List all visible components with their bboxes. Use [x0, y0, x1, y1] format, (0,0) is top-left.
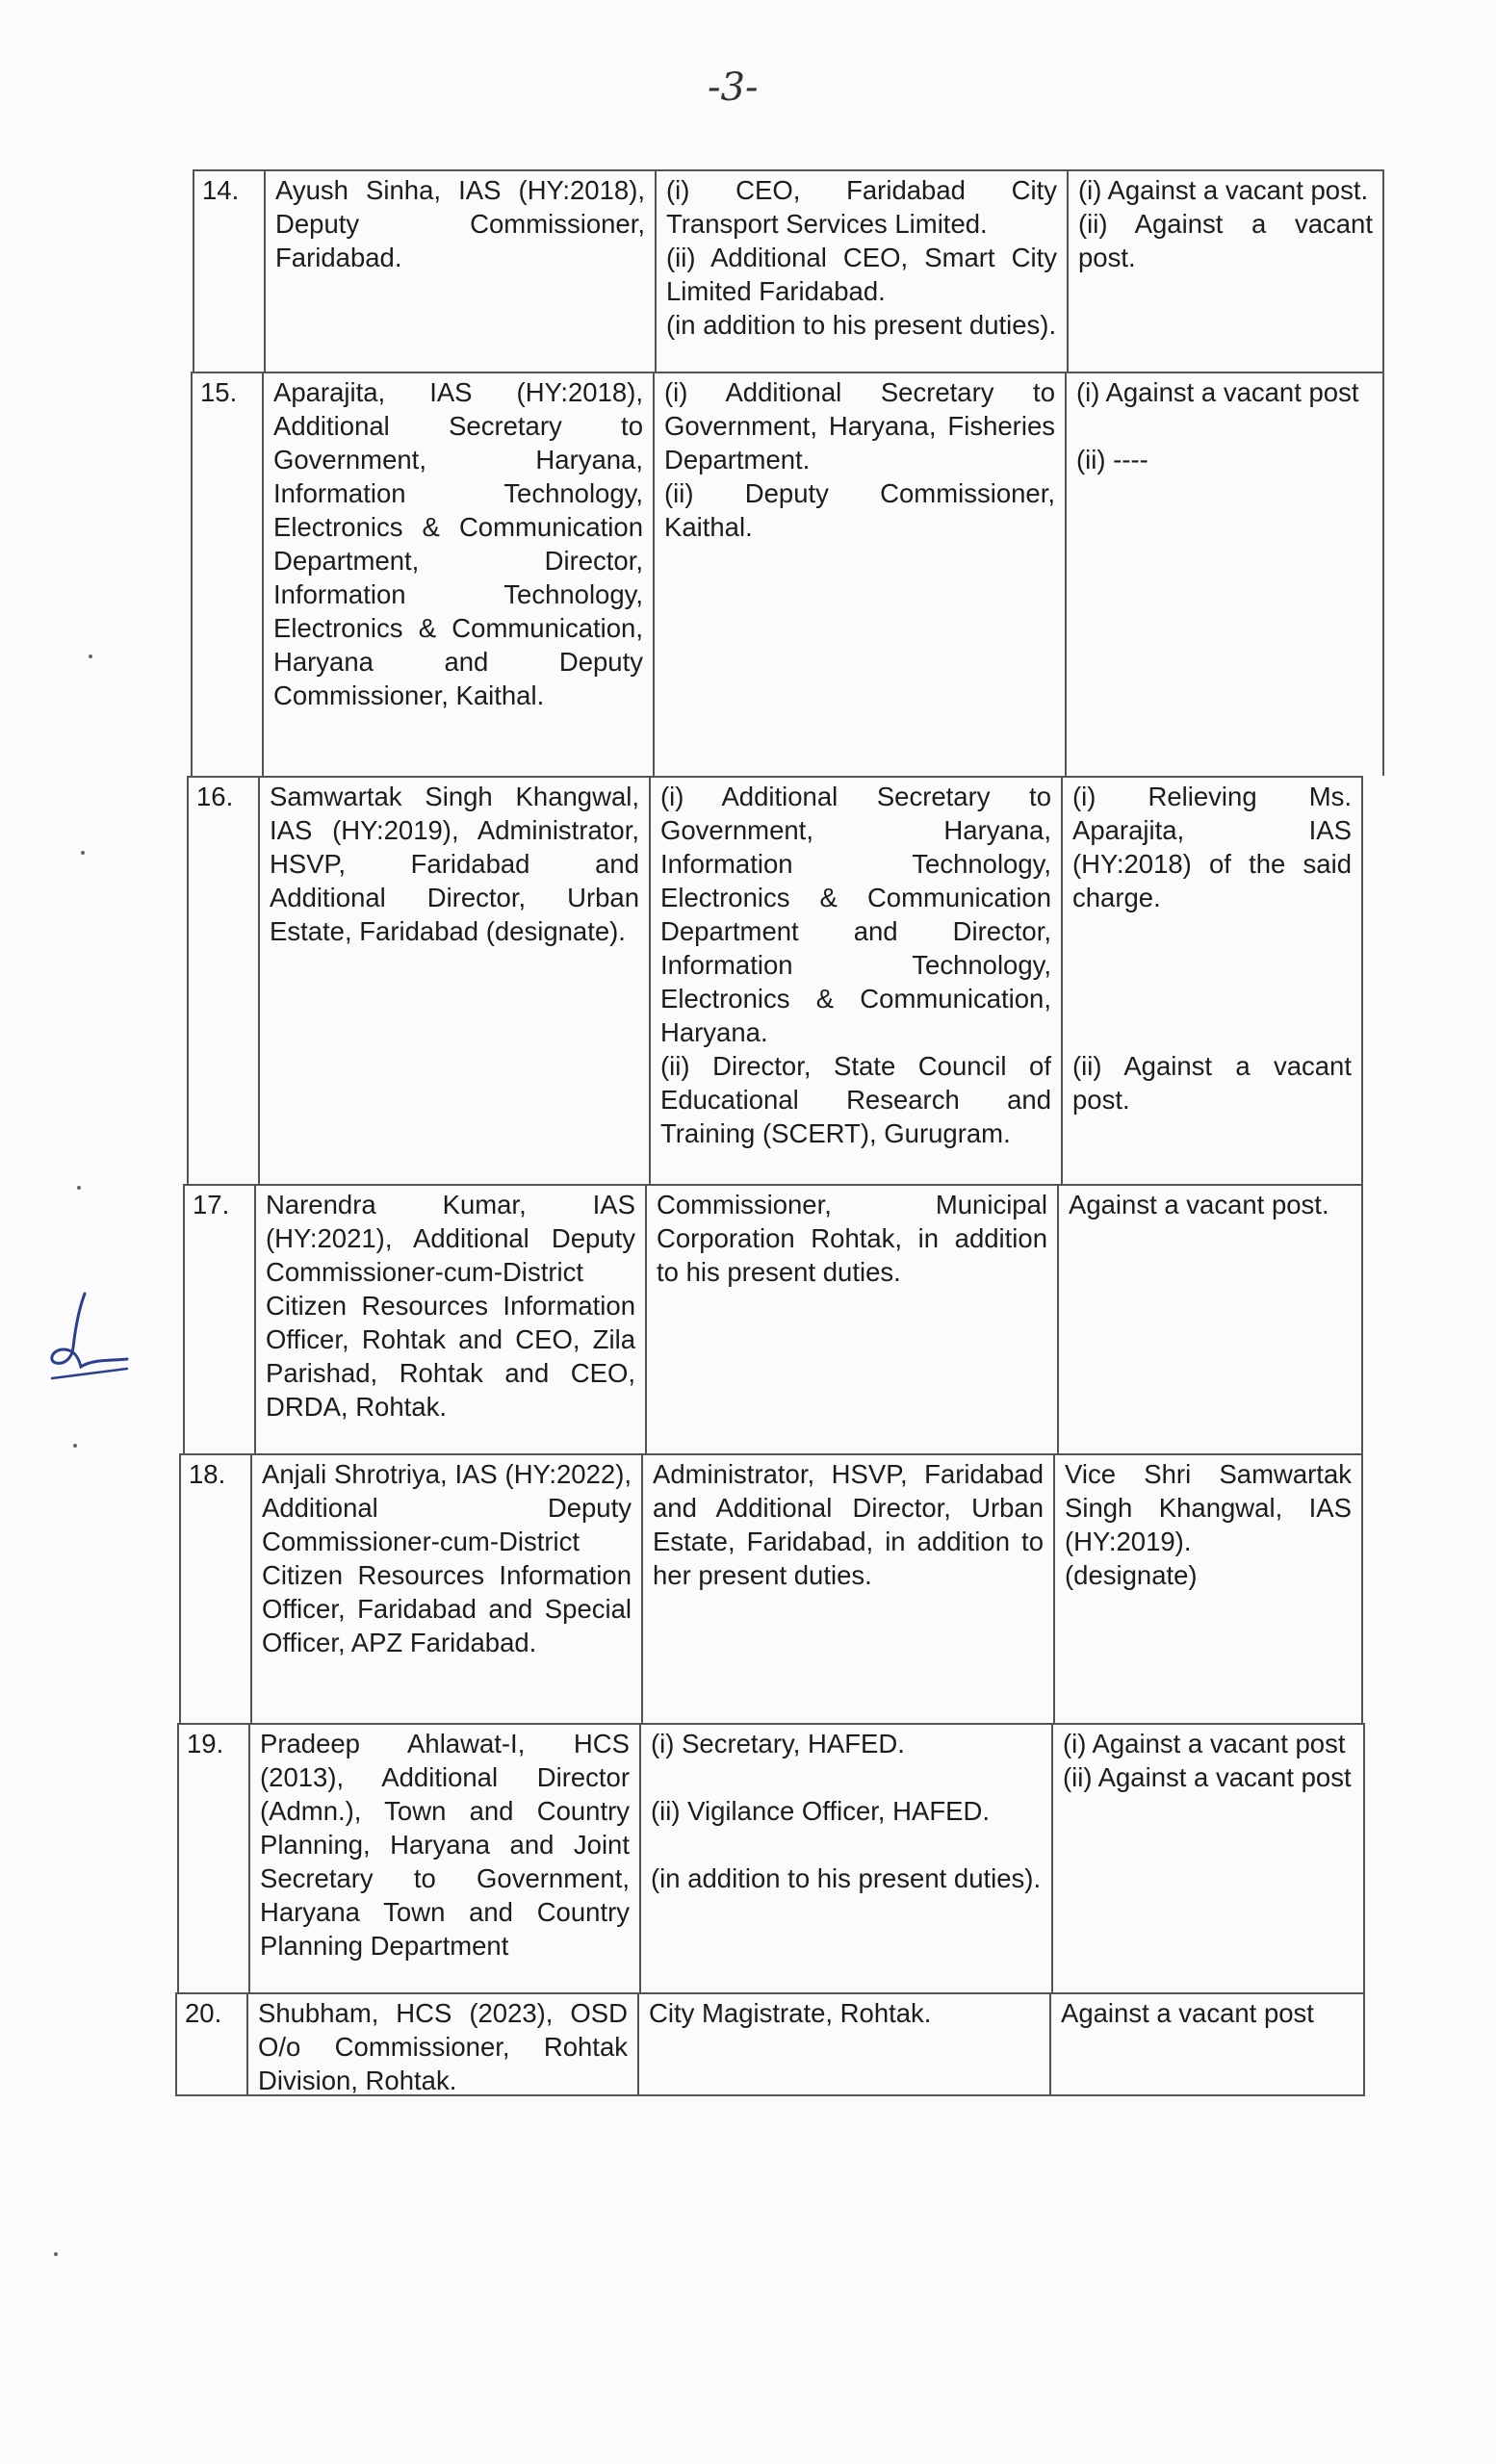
posting-cell: Administrator, HSVP, Faridabad and Additional Director, Urban Estate, Faridabad, in addition to her present duties. — [643, 1455, 1055, 1723]
posting-cell: Commissioner, Municipal Corporation Rohtak, in addition to his present duties. — [647, 1186, 1059, 1453]
serial-number: 19. — [179, 1725, 250, 1992]
remarks-cell: (i) Against a vacant post. (ii) Against a vacant post. — [1078, 175, 1373, 272]
initials-signature — [46, 1290, 142, 1386]
table-row — [179, 1453, 1363, 1723]
remarks-cell: (i) Relieving Ms. Aparajita, IAS (HY:2018) of the said charge. (ii) Against a vacant post. — [1072, 782, 1352, 1115]
serial-number: 20. — [177, 1994, 248, 2094]
posting-cell: (i) Additional Secretary to Government, Haryana, Fisheries Department. (ii) Deputy Commissioner, Kaithal. — [655, 373, 1067, 776]
punch-mark — [81, 851, 85, 855]
table-row — [191, 372, 1384, 776]
posting-cell: City Magistrate, Rohtak. — [639, 1994, 1051, 2094]
officer-name-cell: Pradeep Ahlawat-I, HCS (2013), Additional Director (Admn.), Town and Country Planning, Haryana and Joint Secretary to Government, Haryana Town and Country Planning Department — [250, 1725, 641, 1992]
table-row — [175, 1992, 1365, 2096]
table-row — [177, 1723, 1365, 1992]
punch-mark — [77, 1186, 81, 1190]
serial-number: 16. — [189, 778, 260, 1184]
remarks-cell: Against a vacant post. — [1069, 1190, 1329, 1219]
table-row — [183, 1184, 1363, 1453]
punch-mark — [73, 1444, 77, 1448]
table-row — [193, 169, 1384, 372]
punch-mark — [54, 2252, 58, 2256]
officer-name-cell: Shubham, HCS (2023), OSD O/o Commissioner, Rohtak Division, Rohtak. — [248, 1994, 639, 2094]
remarks-cell: Against a vacant post — [1061, 1998, 1314, 2028]
officer-name-cell: Ayush Sinha, IAS (HY:2018), Deputy Commissioner, Faridabad. — [266, 171, 657, 372]
page-number: -3- — [708, 65, 759, 110]
serial-number: 18. — [181, 1455, 252, 1723]
remarks-cell: Vice Shri Samwartak Singh Khangwal, IAS (HY:2019). (designate) — [1065, 1459, 1352, 1590]
serial-number: 14. — [194, 171, 266, 372]
posting-cell: (i) Secretary, HAFED. (ii) Vigilance Officer, HAFED. (in addition to his present duties). — [641, 1725, 1053, 1992]
officer-name-cell: Aparajita, IAS (HY:2018), Additional Secretary to Government, Haryana, Information Technology, Electronics & Communication Department, Director, Information Technology, Electronics & Communication, Haryana and Deputy Commissioner, Kaithal. — [264, 373, 655, 776]
posting-cell: (i) Additional Secretary to Government, Haryana, Information Technology, Electronics & Communication Department and Director, Information Technology, Electronics & Communication, Haryana. (ii) Director, State Council of Educational Research and Training (SCERT), Gurugram. — [651, 778, 1063, 1184]
punch-mark — [89, 654, 92, 658]
remarks-cell: (i) Against a vacant post (ii) Against a vacant post — [1063, 1729, 1352, 1792]
remarks-cell: (i) Against a vacant post (ii) ---- — [1076, 377, 1359, 475]
officer-name-cell: Anjali Shrotriya, IAS (HY:2022), Additional Deputy Commissioner-cum-District Citizen Resources Information Officer, Faridabad and Special Officer, APZ Faridabad. — [252, 1455, 643, 1723]
officer-name-cell: Narendra Kumar, IAS (HY:2021), Additional Deputy Commissioner-cum-District Citizen Resources Information Officer, Rohtak and CEO, Zila Parishad, Rohtak and CEO, DRDA, Rohtak. — [256, 1186, 647, 1453]
serial-number: 17. — [185, 1186, 256, 1453]
serial-number: 15. — [193, 373, 264, 776]
officer-name-cell: Samwartak Singh Khangwal, IAS (HY:2019), Administrator, HSVP, Faridabad and Additional Director, Urban Estate, Faridabad (designate). — [260, 778, 651, 1184]
posting-cell: (i) CEO, Faridabad City Transport Services Limited. (ii) Additional CEO, Smart City Limited Faridabad. (in addition to his present duties). — [657, 171, 1069, 372]
table-row — [187, 776, 1363, 1184]
